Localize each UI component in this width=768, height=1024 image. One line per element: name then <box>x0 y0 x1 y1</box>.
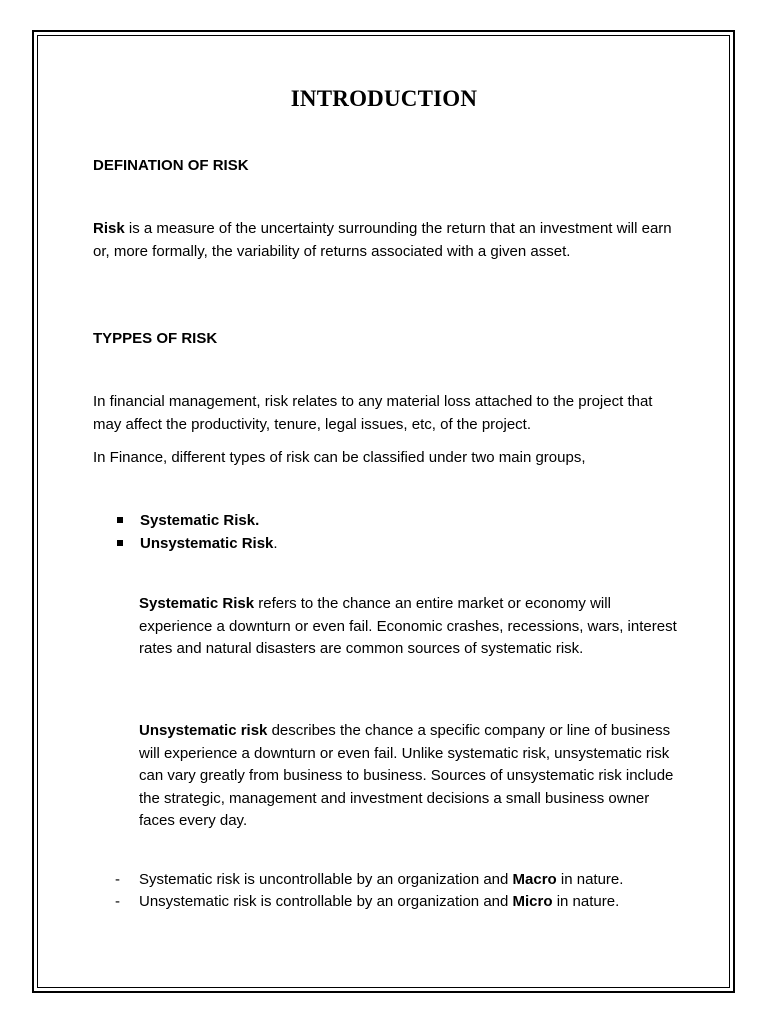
dash-item-bold: Micro <box>512 893 553 910</box>
dash-item-end: in nature. <box>556 871 624 888</box>
systematic-risk-text: refers to the chance an entire market or economy will experience a downturn or even fail. Economic crashes, recessions, wars, interest rates and natural disasters are common sources of systematic risk. <box>139 595 677 657</box>
unsystematic-risk-text: describes the chance a specific company or line of business will experience a downturn or even fail. Unlike systematic risk, unsystematic risk can vary greatly from business to business. Sources of unsystematic risk include the strategic, management and investment decisions a small business owner faces every day. <box>139 722 674 829</box>
paragraph-unsystematic-risk <box>139 720 679 833</box>
term-systematic-risk: Systematic Risk <box>139 595 255 612</box>
paragraph-two-groups: In Finance, different types of risk can be classified under two main groups, <box>93 449 586 466</box>
dash-item-text: Unsystematic risk is controllable by an organization and <box>139 893 513 910</box>
square-bullet-icon <box>117 540 123 546</box>
term-risk: Risk <box>93 220 125 237</box>
dash-item-end: in nature. <box>552 893 620 910</box>
term-unsystematic-risk: Unsystematic risk <box>139 722 268 739</box>
bullet-item <box>115 510 259 533</box>
dash-item-bold: Macro <box>512 871 557 888</box>
paragraph-risk-definition <box>93 218 683 263</box>
bullet-text: . <box>273 535 278 552</box>
bullet-bold-text: Unsystematic Risk <box>140 535 274 552</box>
dash-item <box>115 891 619 914</box>
heading-definition: DEFINATION OF RISK <box>93 157 249 174</box>
dash-marker: - <box>115 871 120 888</box>
document-title: INTRODUCTION <box>290 86 478 111</box>
heading-types: TYPPES OF RISK <box>93 330 218 347</box>
dash-marker: - <box>115 893 120 910</box>
risk-definition-text: is a measure of the uncertainty surrounding the return that an investment will earn or, more formally, the variability of returns associated with a given asset. <box>93 220 672 260</box>
square-bullet-icon <box>117 517 123 523</box>
dash-item-text: Systematic risk is uncontrollable by an organization and <box>139 871 513 888</box>
paragraph-financial-management: In financial management, risk relates to any material loss attached to the project that may affect the productivity, tenure, legal issues, etc, of the project. <box>93 393 653 433</box>
dash-item <box>115 869 623 892</box>
bullet-item <box>115 533 278 556</box>
paragraph-systematic-risk <box>139 593 679 661</box>
bullet-bold-text: Systematic Risk. <box>140 512 260 529</box>
